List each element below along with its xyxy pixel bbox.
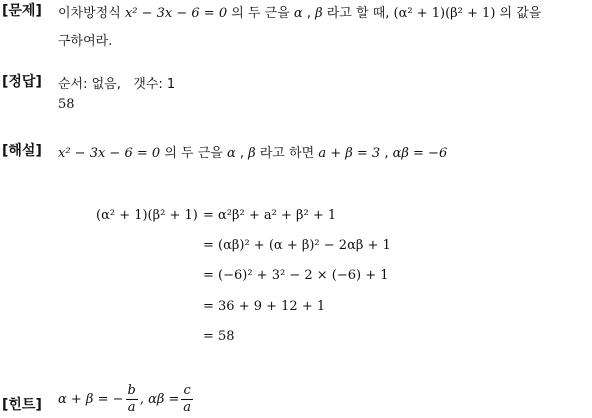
problem-alpha: α	[293, 6, 303, 21]
problem-expression: (α² + 1)(β² + 1)	[393, 6, 496, 21]
hint-sum-fraction	[126, 383, 138, 416]
hint-product-lhs: αβ =	[148, 392, 180, 407]
hint-formula	[58, 383, 195, 416]
solution-sum: a + β = 3	[318, 146, 381, 161]
problem-text-mid: 의 두 근을	[231, 6, 290, 21]
answer-value: 58	[58, 97, 75, 112]
problem-text-pre: 이차방정식	[58, 6, 121, 21]
problem-beta: β	[315, 6, 323, 21]
hint-separator: ,	[139, 392, 144, 407]
solution-comma-1: ,	[239, 146, 245, 161]
problem-equation: x² − 3x − 6 = 0	[124, 6, 228, 21]
problem-line-2: 구하여라.	[58, 34, 113, 49]
hint-label: [힌트]	[2, 397, 42, 413]
solution-equation: x² − 3x − 6 = 0	[58, 146, 161, 161]
derivation-step-2: = (αβ)² + (α + β)² − 2αβ + 1	[203, 238, 391, 253]
hint-sum-lhs: α + β = −	[58, 392, 124, 407]
solution-label: [해설]	[2, 143, 42, 159]
solution-beta: β	[248, 146, 256, 161]
solution-product: αβ = −6	[392, 146, 448, 161]
solution-text-post: 라고 하면	[259, 146, 315, 161]
problem-line-1	[58, 2, 541, 21]
answer-line-1: 순서: 없음, 갯수: 1	[58, 77, 176, 92]
derivation-lhs: (α² + 1)(β² + 1)	[96, 208, 198, 223]
hint-product-numerator: c	[183, 383, 191, 398]
answer-label: [정답]	[2, 74, 42, 90]
derivation-step-4: = 36 + 9 + 12 + 1	[203, 299, 326, 314]
solution-alpha: α	[226, 146, 236, 161]
hint-sum-denominator: a	[127, 400, 136, 415]
solution-text-mid: 의 두 근을	[164, 146, 223, 161]
hint-product-fraction	[181, 383, 192, 416]
derivation-step-1: = α²β² + a² + β² + 1	[203, 208, 337, 223]
derivation-step-5: = 58	[203, 329, 235, 344]
hint-product-denominator: a	[183, 400, 191, 415]
solution-line-1	[58, 142, 447, 161]
derivation-step-3: = (−6)² + 3² − 2 × (−6) + 1	[203, 268, 389, 283]
hint-sum-numerator: b	[127, 383, 136, 398]
problem-text-end: 의 값을	[499, 6, 542, 21]
problem-label: [문제]	[2, 3, 42, 19]
problem-text-post: 라고 할 때,	[326, 6, 390, 21]
solution-comma-2: ,	[384, 146, 389, 161]
problem-comma: ,	[306, 6, 311, 21]
